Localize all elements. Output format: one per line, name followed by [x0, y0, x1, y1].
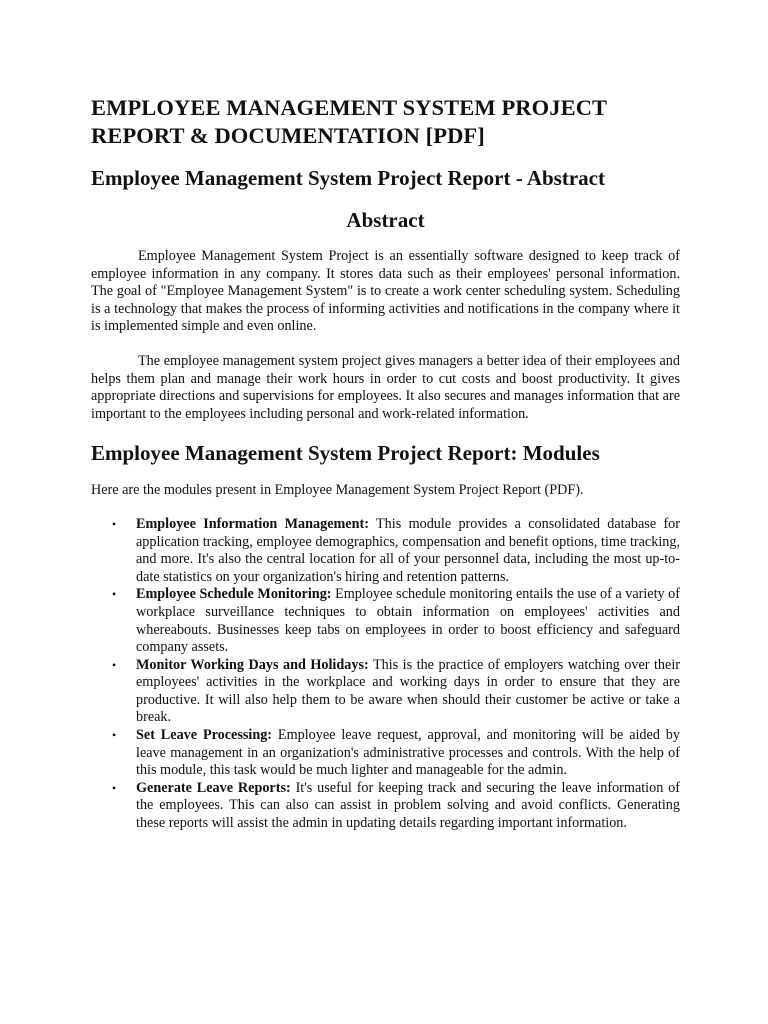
abstract-paragraph-2: The employee management system project gives managers a better idea of their employees and helps them plan and manage their work hours in order to cut costs and boost productivity. It gives appropriate directions and supervisions for employees. It also secures and manages information that are important to the employees including personal and work-related information. — [91, 352, 680, 422]
modules-intro: Here are the modules present in Employee Management System Project Report (PDF). — [91, 482, 584, 499]
bullet-icon: • — [112, 516, 117, 531]
bullet-icon: • — [112, 728, 117, 743]
module-description: Employee leave request, approval, and monitoring will be aided by leave management in an organization's administrative processes and controls. With the help of this module, this task would be much lighter and manageable for the admin. — [136, 727, 680, 779]
module-term: Set Leave Processing: — [136, 727, 273, 744]
document-subtitle: Employee Management System Project Report - Abstract — [91, 166, 605, 190]
module-term: Generate Leave Reports: — [136, 779, 291, 796]
module-term: Employee Schedule Monitoring: — [136, 586, 332, 603]
list-item — [91, 727, 680, 780]
module-term: Monitor Working Days and Holidays: — [136, 656, 369, 673]
abstract-paragraph-1: Employee Management System Project is an essentially software designed to keep track of employee information in any company. It stores data such as their employees' personal information. The goal of "Employee Management System" is to create a work center scheduling system. Scheduling is a technology that makes the process of informing activities and notifications in the company where it is implemented simple and even online. — [91, 248, 680, 335]
module-description: It's useful for keeping track and securing the leave information of the employees. This can also can assist in problem solving and avoid conflicts. Generating these reports will assist the admin in updating details regarding important information. — [136, 779, 680, 832]
module-term: Employee Information Management: — [136, 515, 369, 532]
modules-list — [91, 516, 680, 833]
list-item — [91, 516, 680, 586]
bullet-icon: • — [112, 780, 117, 795]
document-title: EMPLOYEE MANAGEMENT SYSTEM PROJECT REPORT & DOCUMENTATION [PDF] — [91, 95, 607, 148]
list-item — [91, 586, 680, 656]
document-page — [91, 94, 680, 833]
abstract-heading: Abstract — [346, 208, 425, 232]
list-item — [91, 780, 680, 833]
modules-heading: Employee Management System Project Report: Modules — [91, 441, 600, 466]
module-description: This is the practice of employers watching over their employees' activities in the workplace and working days in order to ensure that they are productive. It will also help them to be aware when should their customer be active or take a break. — [136, 656, 680, 726]
module-description: This module provides a consolidated database for application tracking, employee demographics, compensation and benefit options, time tracking, and more. It's also the central location for all of your personnel data, including the most up-to-date statistics on your organization's hiring and retention patterns. — [136, 515, 680, 585]
module-description: Employee schedule monitoring entails the use of a variety of workplace surveillance techniques to obtain information on employees' activities and whereabouts. Businesses keep tabs on employees in order to boost efficiency and safeguard company assets. — [136, 586, 681, 656]
bullet-icon: • — [112, 587, 117, 602]
bullet-icon: • — [112, 657, 117, 672]
list-item — [91, 657, 680, 727]
